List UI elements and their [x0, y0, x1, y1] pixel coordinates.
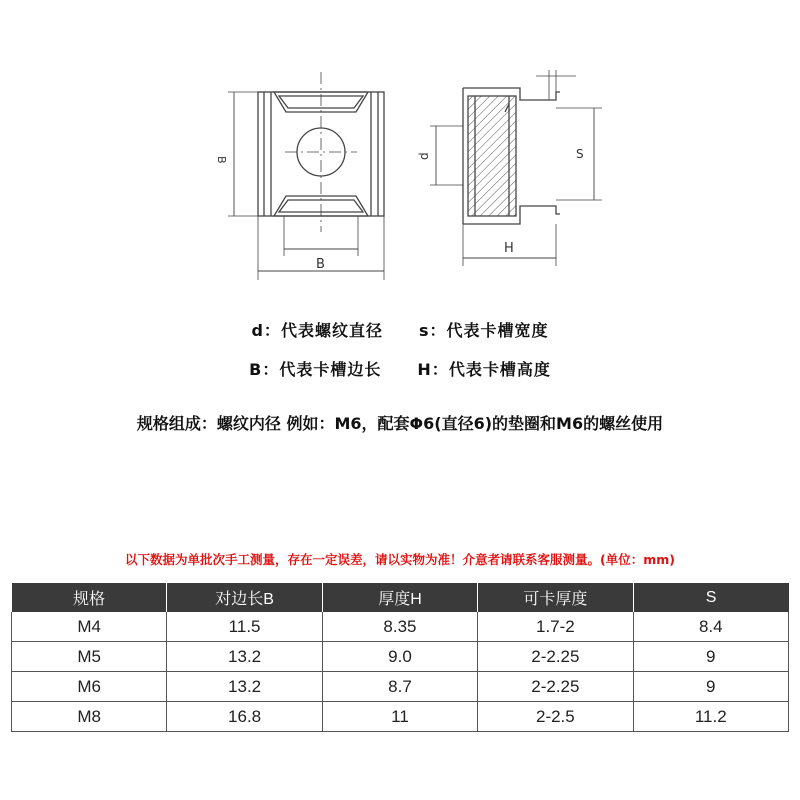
cell-b: 11.5: [167, 612, 322, 642]
front-b-label: B: [215, 156, 228, 164]
legend-d: [251, 318, 382, 341]
legend-d-key: d: [251, 321, 264, 340]
legend-h-key: H: [417, 360, 432, 379]
cell-clamp: 2-2.25: [478, 642, 633, 672]
legend-d-text: 代表螺纹直径: [280, 321, 383, 340]
legend-b-key: B: [249, 360, 263, 379]
front-bottom-b-label: B: [316, 257, 325, 272]
legend-h-sep: ：: [431, 360, 449, 379]
front-view: [228, 72, 384, 280]
legend-h-text: 代表卡槽高度: [448, 360, 551, 379]
table-header-row: [12, 583, 789, 612]
cell-spec: M4: [12, 612, 167, 642]
legend-s-text: 代表卡槽宽度: [446, 321, 549, 340]
legend-b-sep: ：: [262, 360, 280, 379]
legend-b: [249, 357, 381, 380]
cell-spec: M8: [12, 702, 167, 732]
header-s: S: [633, 583, 788, 612]
table-row: [12, 642, 789, 672]
cell-s: 11.2: [633, 702, 788, 732]
cell-s: 9: [633, 672, 788, 702]
header-thickness-h: 厚度H: [322, 583, 477, 612]
cell-b: 13.2: [167, 672, 322, 702]
header-across-flats-b: 对边长B: [167, 583, 322, 612]
side-h-label: H: [504, 241, 514, 256]
cell-spec: M6: [12, 672, 167, 702]
cell-s: 9: [633, 642, 788, 672]
composition-note: 规格组成：螺纹内径 例如：M6，配套Φ6(直径6)的垫圈和M6的螺丝使用: [136, 414, 664, 433]
table-row: [12, 672, 789, 702]
legend-h: [417, 357, 550, 380]
cell-clamp: 2-2.5: [478, 702, 633, 732]
spec-table: [11, 583, 789, 732]
cell-h: 11: [322, 702, 477, 732]
cell-s: 8.4: [633, 612, 788, 642]
legend-s-sep: ：: [429, 321, 447, 340]
cell-h: 9.0: [322, 642, 477, 672]
cell-clamp: 2-2.25: [478, 672, 633, 702]
legend-d-sep: ：: [263, 321, 281, 340]
cell-clamp: 1.7-2: [478, 612, 633, 642]
legend-b-text: 代表卡槽边长: [279, 360, 382, 379]
side-view: [430, 70, 602, 266]
legend-row-1: [0, 318, 800, 341]
cell-h: 8.7: [322, 672, 477, 702]
cell-b: 16.8: [167, 702, 322, 732]
table-row: [12, 612, 789, 642]
measurement-disclaimer: 以下数据为单批次手工测量，存在一定误差，请以实物为准！介意者请联系客服测量。(单位：mm): [125, 552, 675, 567]
cell-h: 8.35: [322, 612, 477, 642]
cell-b: 13.2: [167, 642, 322, 672]
header-spec: 规格: [12, 583, 167, 612]
header-clamp-thickness: 可卡厚度: [478, 583, 633, 612]
cell-spec: M5: [12, 642, 167, 672]
table-row: [12, 702, 789, 732]
legend-row-2: [0, 357, 800, 380]
legend-s: [419, 318, 549, 341]
legend-s-key: s: [418, 321, 430, 340]
side-d-label: d: [417, 152, 431, 160]
side-s-label: S: [576, 147, 584, 161]
technical-drawing: [0, 0, 800, 300]
